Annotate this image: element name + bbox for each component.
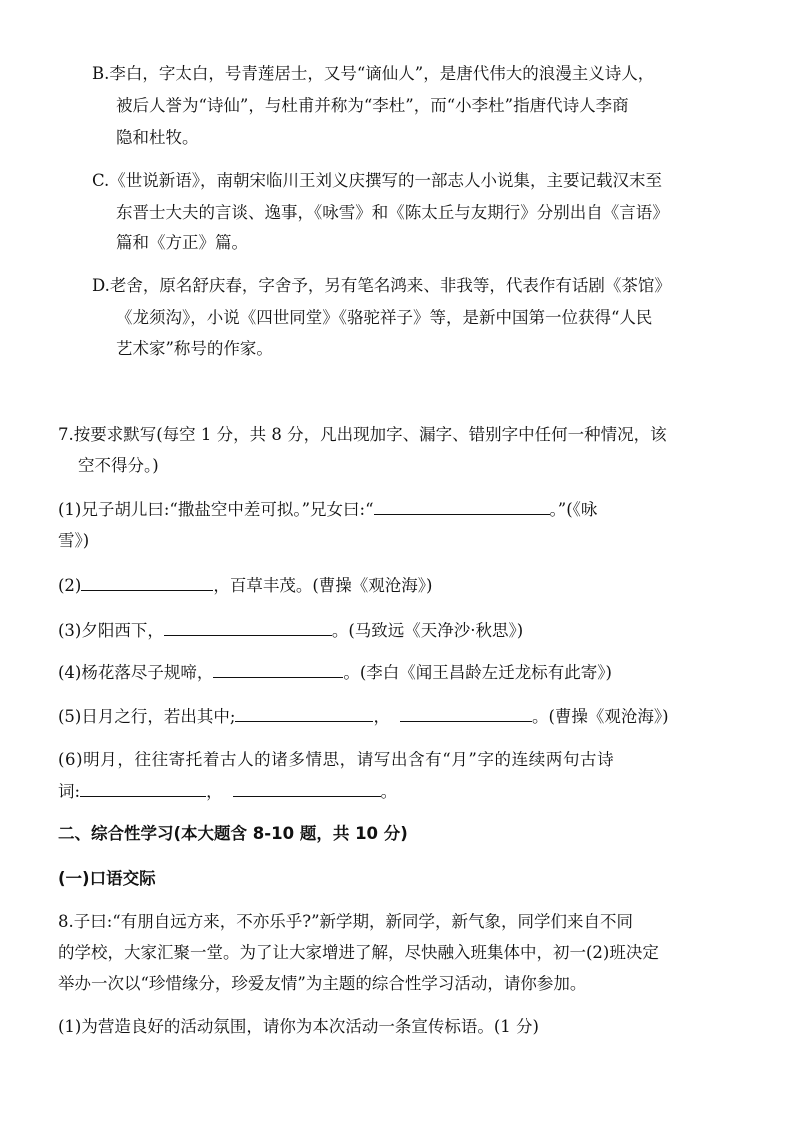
q7-item-2-text-b: ，百草丰茂。(曹操《观沧海》) (213, 576, 433, 595)
q7-item-5 (58, 705, 669, 728)
option-c-line-3: 篇和《方正》篇。 (116, 233, 248, 252)
q7-item-3-text-a: (3)夕阳西下， (58, 621, 164, 640)
q8-line-2: 的学校，大家汇聚一堂。为了让大家增进了解，尽快融入班集体中，初一(2)班决定 (58, 943, 659, 962)
q7-item-3 (58, 619, 523, 642)
q7-intro-line-1: 7.按要求默写(每空 1 分，共 8 分，凡出现加字、漏字、错别字中任何一种情况，该 (58, 425, 667, 444)
q7-blank-5a[interactable] (235, 705, 373, 722)
q7-item-2-text-a: (2) (58, 576, 82, 595)
q7-item-2 (58, 574, 433, 597)
option-c-line-1: C.《世说新语》，南朝宋临川王刘义庆撰写的一部志人小说集，主要记载汉末至 (92, 171, 663, 190)
q7-item-6-text-d: 。 (380, 782, 398, 801)
q7-blank-6a[interactable] (80, 780, 206, 797)
q7-item-4-text-b: 。(李白《闻王昌龄左迁龙标有此寄》) (343, 663, 612, 682)
q7-item-3-text-b: 。(马致远《天净沙·秋思》) (331, 621, 524, 640)
q7-item-4-text-a: (4)杨花落尽子规啼， (58, 663, 214, 682)
q7-item-6-text-b: 词: (58, 782, 81, 801)
q7-item-6: (6)明月，往往寄托着古人的诸多情思，请写出含有“月”字的连续两句古诗 (58, 750, 615, 769)
q7-blank-1[interactable] (374, 498, 550, 515)
option-b-line-1: B.李白，字太白，号青莲居士，又号“谪仙人”，是唐代伟大的浪漫主义诗人， (92, 64, 655, 83)
option-d-line-3: 艺术家”称号的作家。 (116, 339, 273, 358)
q8-sub-1: (1)为营造良好的活动氛围，请你为本次活动一条宣传标语。(1 分) (58, 1017, 539, 1036)
option-b-line-2: 被后人誉为“诗仙”，与杜甫并称为“李杜”，而“小李杜”指唐代诗人李商 (116, 96, 629, 115)
section-2-heading: 二、综合性学习(本大题含 8-10 题，共 10 分) (58, 824, 408, 843)
q7-blank-6b[interactable] (233, 780, 381, 797)
q7-intro-line-2: 空不得分。) (78, 456, 159, 475)
q7-blank-5b[interactable] (400, 705, 532, 722)
q8-line-1: 8.子曰:“有朋自远方来，不亦乐乎?”新学期，新同学，新气象，同学们来自不同 (58, 912, 634, 931)
q7-item-5-text-b: ， (373, 707, 390, 726)
q7-blank-3[interactable] (164, 619, 332, 636)
q7-item-1 (58, 498, 597, 521)
option-d-line-2: 《龙须沟》，小说《四世同堂》《骆驼祥子》等，是新中国第一位获得“人民 (116, 308, 653, 327)
q7-blank-2[interactable] (81, 574, 213, 591)
option-b-line-3: 隐和杜牧。 (116, 128, 199, 147)
q7-item-1-text-a: (1)兄子胡儿曰:“撒盐空中差可拟。”兄女曰:“ (58, 500, 374, 519)
option-d-line-1: D.老舍，原名舒庆春，字舍予，另有笔名鸿来、非我等，代表作有话剧《茶馆》 (92, 276, 671, 295)
q7-item-6-cont (58, 780, 397, 803)
q7-item-5-text-c: 。(曹操《观沧海》) (531, 707, 669, 726)
q7-item-1-cont: 雪》) (58, 531, 90, 550)
section-2-subheading: (一)口语交际 (58, 869, 156, 888)
q7-item-6-text-c: ， (206, 782, 223, 801)
q7-item-5-text-a: (5)日月之行，若出其中; (58, 707, 236, 726)
option-c-line-2: 东晋士大夫的言谈、逸事，《咏雪》和《陈太丘与友期行》分别出自《言语》 (116, 203, 669, 222)
q8-line-3: 举办一次以“珍惜缘分，珍爱友情”为主题的综合性学习活动，请你参加。 (58, 974, 587, 993)
q7-blank-4[interactable] (213, 661, 343, 678)
q7-item-1-text-b: 。”(《咏 (549, 500, 598, 519)
q7-item-4 (58, 661, 612, 684)
